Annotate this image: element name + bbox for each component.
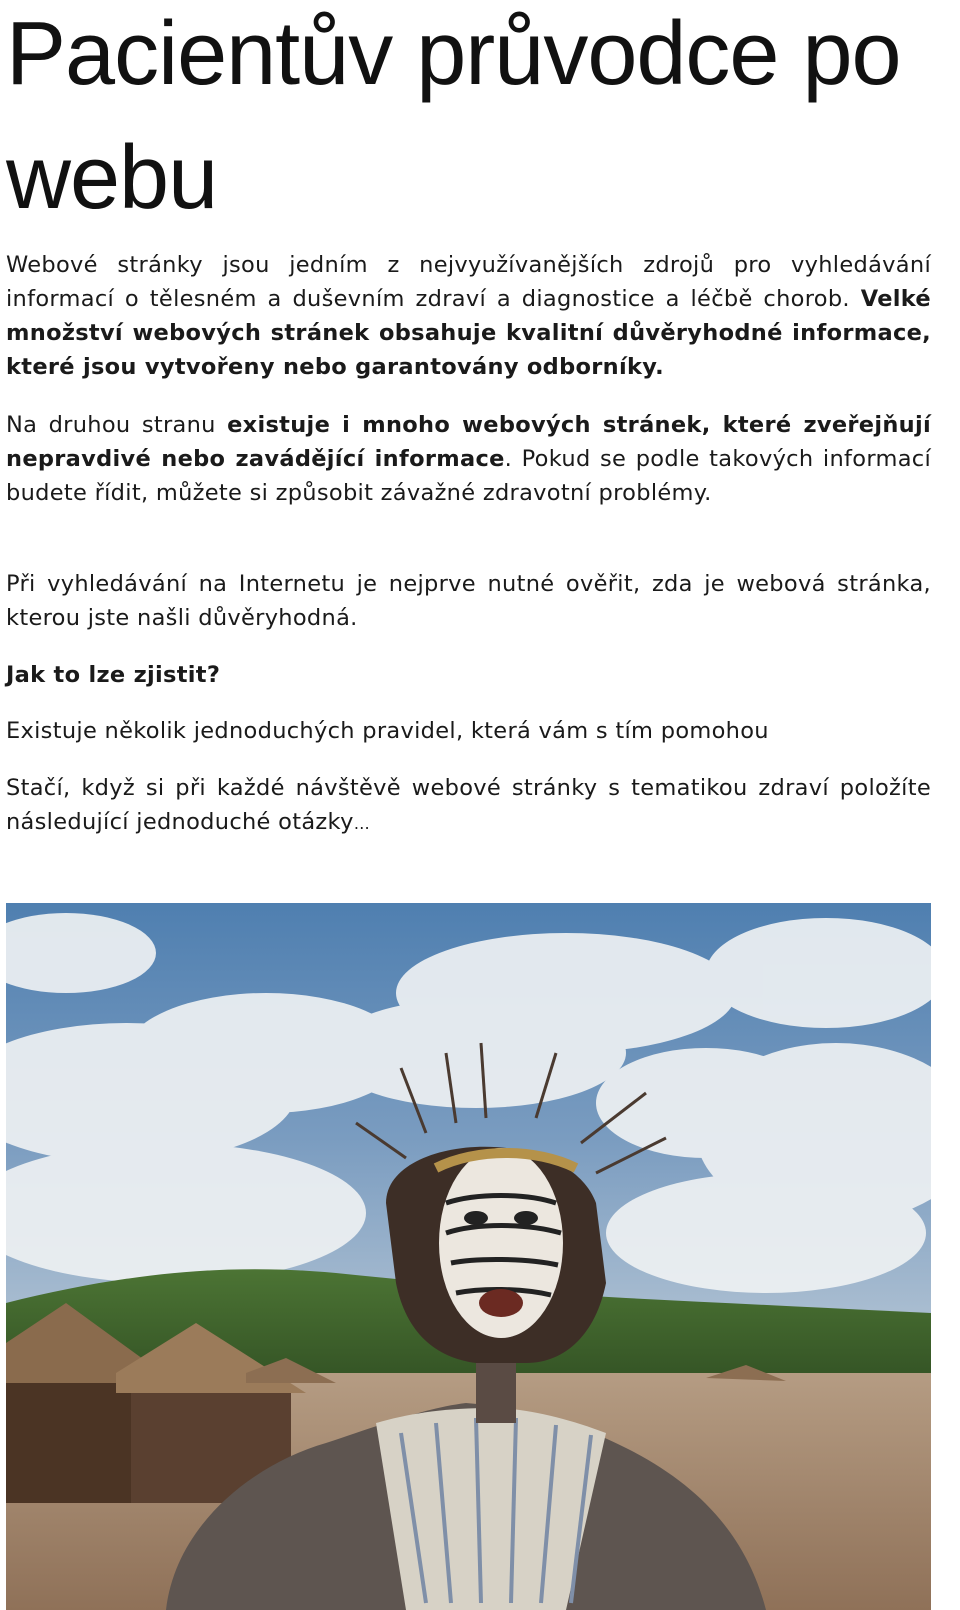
questions-paragraph bbox=[6, 771, 931, 841]
warning-bold-text: existuje i mnoho webových stránek, které zveřejňují nepravdivé nebo zavádějící informace bbox=[6, 412, 932, 472]
rules-paragraph: Existuje několik jednoduchých pravidel, která vám s tím pomohou bbox=[6, 718, 769, 744]
intro-paragraph bbox=[6, 248, 931, 384]
verify-paragraph: Při vyhledávání na Internetu je nejprve nutné ověřit, zda je webová stránka, kterou jste našli důvěryhodná. bbox=[6, 571, 931, 631]
ellipsis: … bbox=[353, 814, 370, 833]
question-heading: Jak to lze zjistit? bbox=[6, 662, 221, 688]
page-title: Pacientův průvodce po webu bbox=[6, 4, 901, 228]
intro-text: Webové stránky jsou jedním z nejvyužívanějších zdrojů pro vyhledávání informací o tělesném a duševním zdraví a diagnostice a léčbě chorob. bbox=[6, 252, 931, 312]
intro-bold-text: Velké množství webových stránek obsahuje kvalitní důvěryhodné informace, které jsou vytvořeny nebo garantovány odborníky. bbox=[6, 286, 931, 380]
warning-paragraph bbox=[6, 408, 931, 510]
photo-illustration bbox=[6, 903, 931, 1610]
questions-text: Stačí, když si při každé návštěvě webové stránky s tematikou zdraví položíte následující jednoduché otázky bbox=[6, 775, 931, 835]
warning-rest: . Pokud se podle takových informací budete řídit, můžete si způsobit závažné zdravotní problémy. bbox=[6, 446, 931, 506]
photo bbox=[6, 903, 931, 1610]
warning-lead: Na druhou stranu bbox=[6, 412, 216, 438]
